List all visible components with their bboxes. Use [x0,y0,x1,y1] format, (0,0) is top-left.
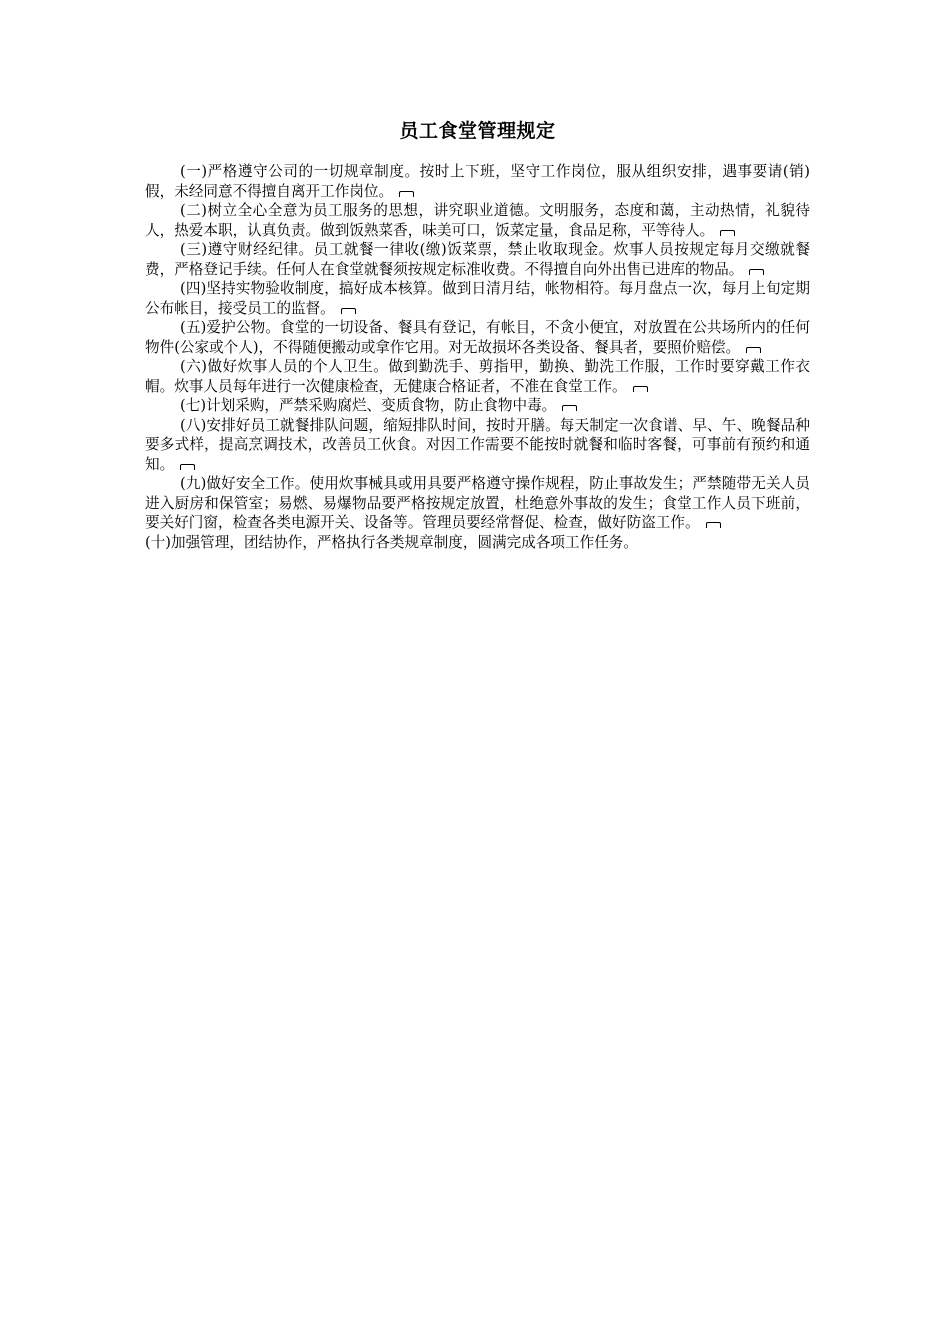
rule-paragraph-3 [145,240,810,279]
rule-text-7: (七)计划采购，严禁采购腐烂、变质食物，防止食物中毒。 [180,397,557,414]
rule-paragraph-6 [145,357,810,396]
paragraph-end-mark-icon [633,386,648,392]
document-title: 员工食堂管理规定 [399,120,556,142]
paragraph-end-mark-icon [399,191,414,197]
rule-paragraph-7 [145,396,810,416]
rule-text-4: (四)坚持实物验收制度，搞好成本核算。做到日清月结，帐物相符。每月盘点一次，每月上旬定期公布帐目，接受员工的监督。 [145,280,810,317]
paragraph-end-mark-icon [720,230,735,236]
paragraph-end-mark-icon [180,464,195,470]
rule-text-2: (二)树立全心全意为员工服务的思想，讲究职业道德。文明服务，态度和蔼，主动热情，礼貌待人，热爱本职，认真负责。做到饭熟菜香，味美可口，饭菜定量，食品足称，平等待人。 [145,202,810,239]
rule-text-9: (九)做好安全工作。使用炊事械具或用具要严格遵守操作规程，防止事故发生；严禁随带无关人员进入厨房和保管室；易燃、易爆物品要严格按规定放置，杜绝意外事故的发生；食堂工作人员下班前，要关好门窗，检查各类电源开关、设备等。管理员要经常督促、检查，做好防盗工作。 [145,475,810,531]
paragraph-end-mark-icon [746,347,761,353]
rule-paragraph-8 [145,416,810,475]
rule-text-3: (三)遵守财经纪律。员工就餐一律收(缴)饭菜票，禁止收取现金。炊事人员按规定每月交缴就餐费，严格登记手续。任何人在食堂就餐须按规定标准收费。不得擅自向外出售已进库的物品。 [145,241,810,278]
rule-paragraph-9 [145,474,810,533]
rule-text-5: (五)爱护公物。食堂的一切设备、餐具有登记，有帐目，不贪小便宜，对放置在公共场所内的任何物件(公家或个人)，不得随便搬动或拿作它用。对无故损坏各类设备、餐具者，要照价赔偿。 [145,319,810,356]
paragraph-end-mark-icon [749,269,764,275]
document-page [145,0,810,552]
paragraph-end-mark-icon [341,308,356,314]
rule-text-10: (十)加强管理，团结协作，严格执行各类规章制度，圆满完成各项工作任务。 [145,533,638,551]
rule-text-1: (一)严格遵守公司的一切规章制度。按时上下班，坚守工作岗位，服从组织安排，遇事要请(销)假，未经同意不得擅自离开工作岗位。 [145,163,810,200]
rule-paragraph-4 [145,279,810,318]
document-body [145,162,810,552]
rule-paragraph-2 [145,201,810,240]
rule-paragraph-1 [145,162,810,201]
paragraph-end-mark-icon [706,522,721,528]
rule-text-6: (六)做好炊事人员的个人卫生。做到勤洗手、剪指甲，勤换、勤洗工作服，工作时要穿戴工作衣帽。炊事人员每年进行一次健康检查，无健康合格证者，不准在食堂工作。 [145,358,810,395]
rule-text-8: (八)安排好员工就餐排队问题，缩短排队时间，按时开膳。每天制定一次食谱、早、午、晚餐品种要多式样，提高烹调技术，改善员工伙食。对因工作需要不能按时就餐和临时客餐，可事前有预约和通知。 [145,416,810,473]
rule-paragraph-10 [145,533,810,553]
paragraph-end-mark-icon [562,405,577,411]
rule-paragraph-5 [145,318,810,357]
